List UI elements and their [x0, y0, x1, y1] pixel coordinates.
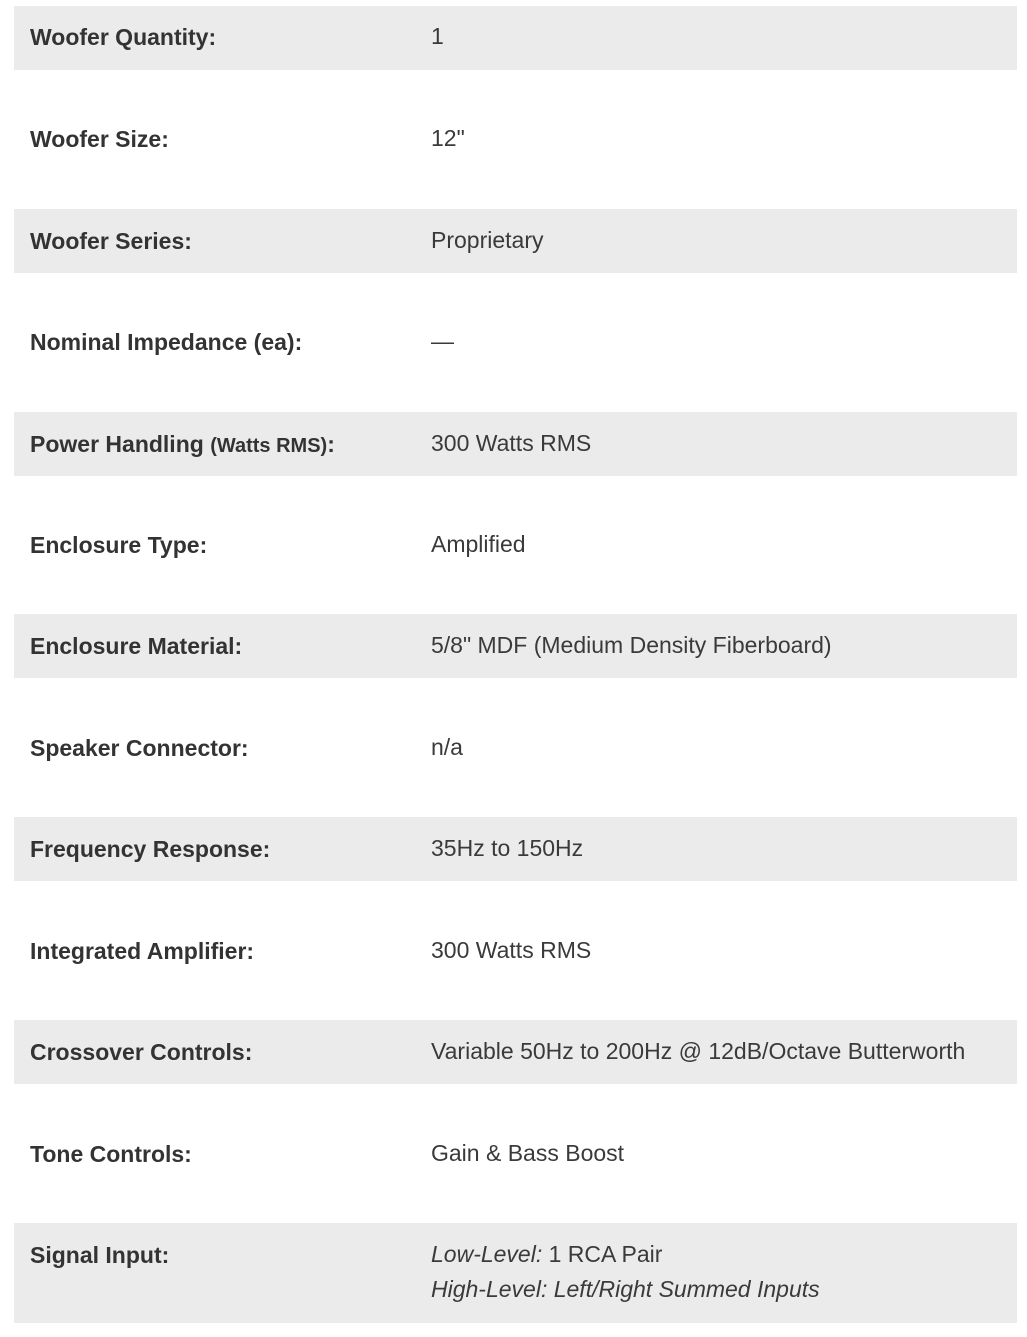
spec-row [14, 919, 1017, 983]
spec-label: Integrated Amplifier: [30, 938, 255, 964]
spec-row [14, 310, 1017, 374]
spec-label: Speaker Connector: [30, 735, 249, 761]
spec-value: 300 Watts RMS [431, 430, 592, 456]
spec-label-main: Power Handling [30, 431, 204, 457]
spec-value: 1 [431, 23, 444, 49]
spec-row [14, 716, 1017, 780]
spec-label: Crossover Controls: [30, 1039, 253, 1065]
spec-row [14, 209, 1017, 273]
spec-label: Woofer Series: [30, 228, 192, 254]
spec-row [14, 1223, 1017, 1323]
low-level-label: Low-Level: [431, 1241, 543, 1267]
spec-row [14, 1122, 1017, 1186]
spec-value: Proprietary [431, 227, 544, 253]
spec-value: 5/8" MDF (Medium Density Fiberboard) [431, 632, 832, 658]
signal-input-low-level [431, 1237, 820, 1272]
spec-value: Variable 50Hz to 200Hz @ 12dB/Octave Butterworth [431, 1038, 966, 1064]
spec-row [14, 817, 1017, 881]
spec-label: Signal Input: [30, 1242, 170, 1268]
spec-label: Tone Controls: [30, 1141, 192, 1167]
spec-value: 35Hz to 150Hz [431, 835, 584, 861]
spec-value: n/a [431, 734, 463, 760]
spec-row [14, 6, 1017, 70]
low-level-value: 1 RCA Pair [542, 1241, 663, 1267]
spec-row [14, 412, 1017, 476]
spec-value: — [431, 328, 454, 354]
spec-value: 12" [431, 125, 465, 151]
spec-row [14, 1020, 1017, 1084]
spec-label: Nominal Impedance (ea): [30, 329, 303, 355]
spec-label: Enclosure Type: [30, 532, 208, 558]
spec-row [14, 614, 1017, 678]
spec-row [14, 513, 1017, 577]
spec-value: Gain & Bass Boost [431, 1140, 625, 1166]
spec-label: Woofer Quantity: [30, 24, 217, 50]
spec-label-sub: (Watts RMS) [210, 435, 328, 457]
spec-label: Woofer Size: [30, 126, 169, 152]
spec-label-suffix: : [327, 431, 335, 457]
spec-label [30, 427, 335, 464]
spec-row [14, 107, 1017, 171]
spec-value [431, 1237, 820, 1307]
spec-value: Amplified [431, 531, 526, 557]
signal-input-high-level [431, 1272, 820, 1307]
high-level-text: High-Level: Left/Right Summed Inputs [431, 1276, 820, 1302]
spec-label: Enclosure Material: [30, 633, 243, 659]
spec-label: Frequency Response: [30, 836, 271, 862]
spec-value: 300 Watts RMS [431, 937, 592, 963]
